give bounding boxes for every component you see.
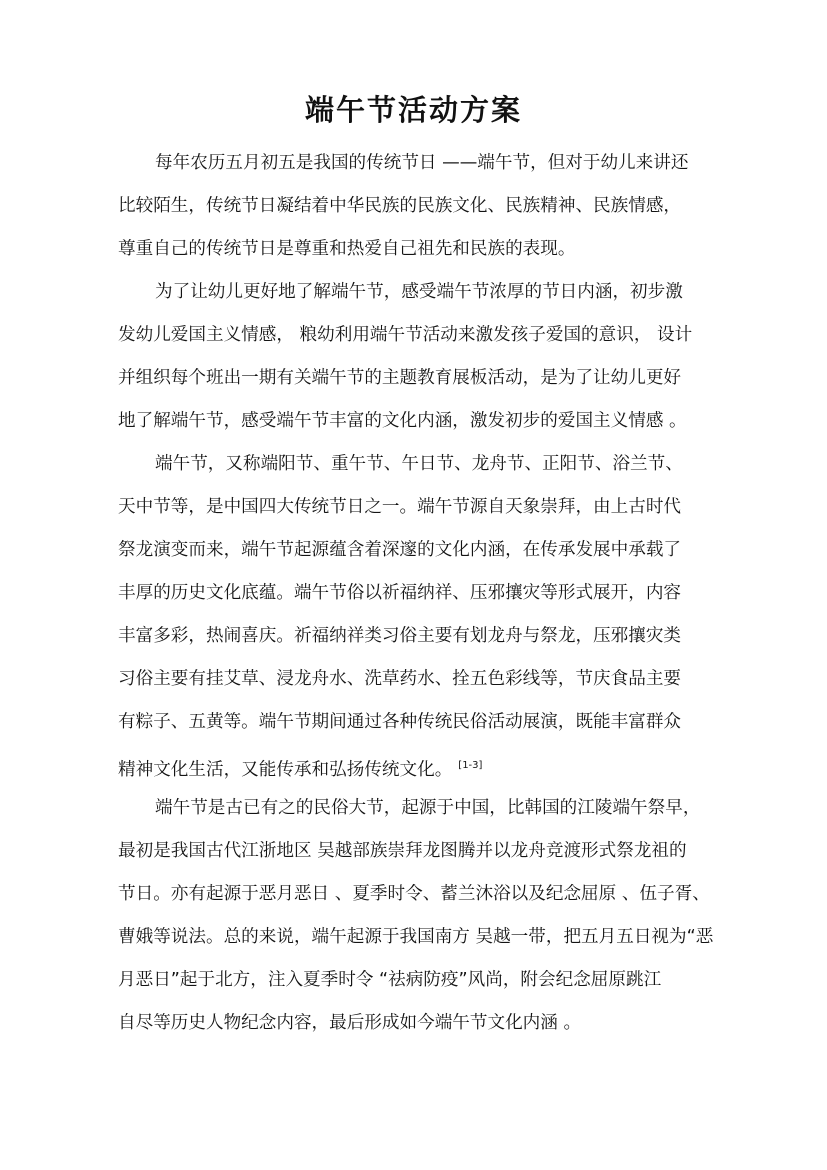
document-body: [118, 142, 748, 1045]
paragraph-line: 丰富多彩，热闹喜庆。祈福纳祥类习俗主要有划龙舟与祭龙，压邪攘灾类: [118, 626, 682, 646]
document-title: 端午节活动方案: [304, 93, 522, 127]
paragraph-line: 每年农历五月初五是我国的传统节日 ——端午节，但对于幼儿来讲还: [155, 153, 689, 173]
paragraph-line: 端午节，又称端阳节、重午节、午日节、龙舟节、正阳节、浴兰节、: [155, 454, 683, 474]
paragraph-line: 节日。亦有起源于恶月恶日 、夏季时令、蓄兰沐浴以及纪念屈原 、伍子胥、: [118, 884, 710, 904]
paragraph-line: 最初是我国古代江浙地区 吴越部族崇拜龙图腾并以龙舟竞渡形式祭龙祖的: [118, 841, 687, 861]
paragraph-line: 地了解端午节，感受端午节丰富的文化内涵，激发初步的爱国主义情感 。: [118, 411, 687, 431]
paragraph-line: 并组织每个班出一期有关端午节的主题教育展板活动，是为了让幼儿更好: [118, 368, 682, 388]
paragraph-line: 尊重自己的传统节日是尊重和热爱自己祖先和民族的表现。: [118, 239, 576, 259]
paragraph-line: 为了让幼儿更好地了解端午节，感受端午节浓厚的节日内涵，初步激: [155, 282, 683, 302]
paragraph-line: 丰厚的历史文化底蕴。端午节俗以祈福纳祥、压邪攘灾等形式展开，内容: [118, 583, 682, 603]
paragraph-line: 曹娥等说法。总的来说，端午起源于我国南方 吴越一带，把五月五日视为“恶: [118, 927, 714, 947]
paragraph-line: 习俗主要有挂艾草、浸龙舟水、洗草药水、拴五色彩线等，节庆食品主要: [118, 669, 682, 689]
paragraph-line: 端午节是古已有之的民俗大节，起源于中国，比韩国的江陵端午祭早，: [155, 798, 701, 818]
paragraph-line: 自尽等历史人物纪念内容，最后形成如今端午节文化内涵 。: [118, 1013, 582, 1033]
paragraph-4: [118, 787, 748, 1045]
paragraph-line: 天中节等，是中国四大传统节日之一。端午节源自天象崇拜，由上古时代: [118, 497, 682, 517]
paragraph-line: 发幼儿爱国主义情感， 粮幼利用端午节活动来激发孩子爱国的意识， 设计: [118, 325, 693, 345]
paragraph-line: 祭龙演变而来，端午节起源蕴含着深邃的文化内涵，在传承发展中承载了: [118, 540, 682, 560]
citation-reference: [1-3]: [458, 760, 483, 771]
paragraph-line: 有粽子、五黄等。端午节期间通过各种传统民俗活动展演，既能丰富群众: [118, 712, 682, 732]
paragraph-line: 月恶日”起于北方，注入夏季时令 “祛病防疫”风尚，附会纪念屈原跳江: [118, 970, 662, 990]
paragraph-line-text: 精神文化生活，又能传承和弘扬传统文化。: [118, 760, 453, 780]
paragraph-line-with-citation: [118, 744, 748, 787]
paragraph-2: [118, 271, 748, 443]
paragraph-3: [118, 443, 748, 787]
paragraph-1: [118, 142, 748, 271]
paragraph-line: 比较陌生，传统节日凝结着中华民族的民族文化、民族精神、民族情感，: [118, 196, 682, 216]
